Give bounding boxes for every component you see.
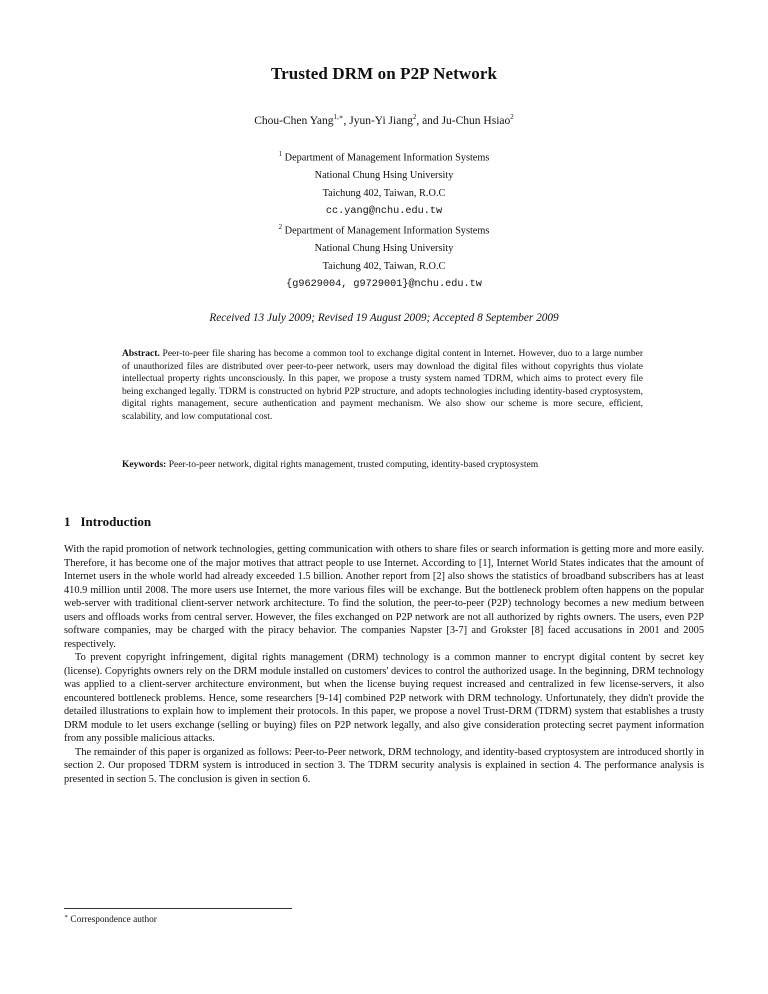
affiliation-mark: 2	[278, 223, 283, 231]
affiliation-email: {g9629004, g9729001}@nchu.edu.tw	[286, 279, 482, 291]
paragraph: To prevent copyright infringement, digital rights management (DRM) technology is a common manner to encrypt digital content by secret key (license). Copyrights owners rely on the DRM module installed on customers' devices to control the authorized usage. In the beginning, DRM technology was applied to a client-server architecture environment, but when the license buying request increased and centralized in few license-servers, it also encountered bottleneck problems. Hence, some researchers [9-14] combined P2P network with DRM technology. Unfortunately, they didn't provide the detailed illustrations to explain how to implement their protocols. In this paper, we propose a novel Trust-DRM (TDRM) system that establishes a trusty DRM module to let users exchange (selling or buying) files on P2P network legally, and also give consideration protecting secret payment information from any possible malicious attacks.	[64, 652, 704, 744]
affiliation-mark: 1	[278, 150, 283, 158]
affiliation-1	[0, 145, 768, 221]
author-name: Jyun-Yi Jiang	[349, 114, 413, 127]
author-list	[0, 113, 768, 127]
affiliation-university: National Chung Hsing University	[314, 243, 454, 255]
affiliation-2	[0, 218, 768, 294]
abstract-text: Peer-to-peer file sharing has become a common tool to exchange digital content in Internet. However, duo to a large number of unauthorized files are distributed over peer-to-peer network, users may download the digital files without copyrights thus violate intellectual property rights unconsciously. In this paper, we propose a trusty system named TDRM, which aims to protect every file being exchanged legally. TDRM is constructed on hybrid P2P structure, and adopts technologies including identity-based cryptosystem, digital rights management, secure authentication and payment mechanism. We also show our scheme is more secure, efficient, scalability, and low computational cost.	[122, 349, 644, 422]
author-mark: 1,∗	[333, 113, 344, 121]
footnote-mark: ∗	[64, 914, 69, 920]
footnote	[64, 913, 157, 925]
abstract-label: Abstract.	[122, 349, 160, 359]
keywords-text: Peer-to-peer network, digital rights management, trusted computing, identity-based cryptosystem	[168, 460, 539, 470]
section-heading	[64, 514, 151, 530]
affiliation-email: cc.yang@nchu.edu.tw	[325, 206, 443, 218]
keywords	[122, 459, 662, 472]
affiliation-university: National Chung Hsing University	[314, 170, 454, 182]
paragraph: With the rapid promotion of network technologies, getting communication with others to share files or search information is getting more and more easily. Therefore, it has become one of the major motives that attract people to use Internet. According to [1], Internet World States indicates that the amount of Internet users in the whole world had already exceeded 1.5 billion. Another report from [2] also shows the statistics of broadband subscribers has at least 410.9 million until 2008. The more users use Internet, the more various files will be exchange. But the bottleneck problem often happens on the popular web-server with traditional client-server network architecture. To find the solution, the peer-to-peer (P2P) technology becomes a new medium between users and offloads works from central server. However, the files exchanged on P2P network are not all authorized by rights owners. The users, even P2P software companies, may be charged with the piracy behavior. The companies Napster [3-7] and Grokster [8] faced accusations in 2001 and 2005 respectively.	[64, 544, 704, 650]
author-name: Ju-Chun Hsiao	[441, 114, 511, 127]
paragraph: The remainder of this paper is organized as follows: Peer-to-Peer network, DRM technology, and identity-based cryptosystem are introduced shortly in section 2. Our proposed TDRM system is introduced in section 3. The TDRM security analysis is explained in section 4. The performance analysis is presented in section 5. The conclusion is given in section 6.	[64, 746, 704, 785]
author-mark: 2	[412, 113, 417, 121]
affiliation-department: $^2$ Department of Management Information Systems	[278, 223, 490, 237]
section-body	[64, 543, 704, 786]
section-title: Introduction	[80, 514, 152, 529]
footnote-text: Correspondence author	[70, 915, 157, 926]
abstract	[122, 348, 643, 423]
affiliation-city: Taichung 402, Taiwan, R.O.C	[322, 261, 446, 273]
submission-dates: Received 13 July 2009; Revised 19 August 2009; Accepted 8 September 2009	[209, 312, 559, 324]
keywords-label: Keywords:	[122, 460, 167, 470]
footnote-divider	[64, 908, 292, 909]
author-separator: ,	[343, 114, 350, 127]
section-number: 1	[64, 514, 71, 529]
paper-title: Trusted DRM on P2P Network	[270, 64, 498, 83]
author-mark: 2	[510, 113, 514, 121]
affiliation-city: Taichung 402, Taiwan, R.O.C	[322, 188, 446, 200]
affiliation-department: $^1$ Department of Management Information Systems	[278, 150, 490, 164]
author-separator: , and	[416, 114, 442, 127]
author-name: Chou-Chen Yang	[254, 114, 334, 127]
